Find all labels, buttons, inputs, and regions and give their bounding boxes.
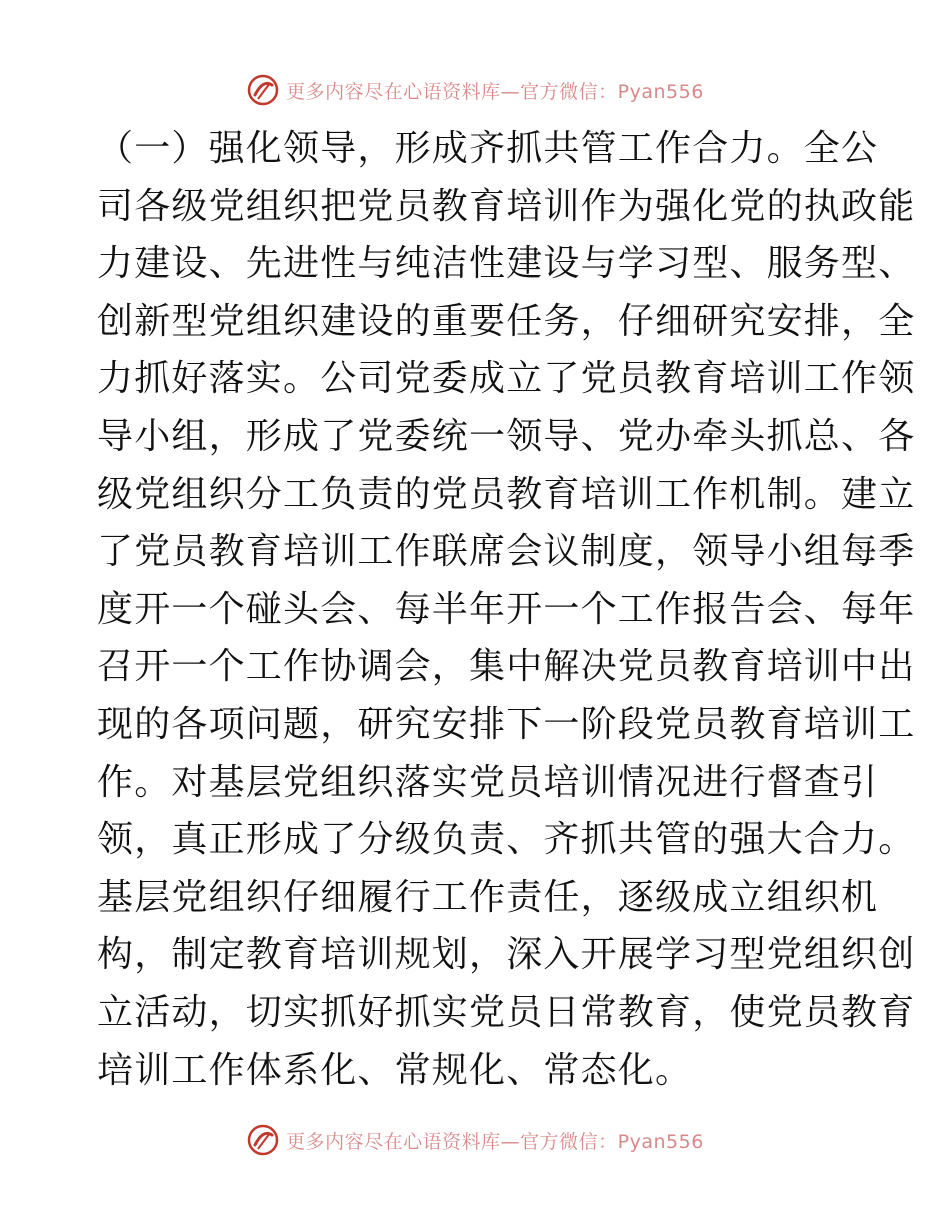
- body-line: 基层党组织仔细履行工作责任，逐级成立组织机: [97, 876, 879, 918]
- body-line: 力抓好落实。公司党委成立了党员教育培训工作领: [97, 358, 916, 400]
- header-banner: [0, 70, 950, 110]
- header-banner-text: 更多内容尽在心语资料库—官方微信：Pyan556: [286, 80, 704, 103]
- footer-banner-text: 更多内容尽在心语资料库—官方微信：Pyan556: [286, 1130, 704, 1153]
- footer-banner: [0, 1120, 950, 1160]
- brand-logo-icon: [246, 1123, 280, 1157]
- body-line: 立活动，切实抓好抓实党员日常教育，使党员教育: [97, 991, 916, 1033]
- body-line: 现的各项问题，研究安排下一阶段党员教育培训工: [97, 703, 916, 745]
- body-line: 了党员教育培训工作联席会议制度，领导小组每季: [97, 531, 916, 573]
- body-line: 培训工作体系化、常规化、常态化。: [97, 1049, 693, 1091]
- brand-logo-icon: [246, 73, 280, 107]
- body-line: 力建设、先进性与纯洁性建设与学习型、服务型、: [97, 243, 916, 285]
- body-line: 构，制定教育培训规划，深入开展学习型党组织创: [97, 934, 916, 976]
- body-line: 作。对基层党组织落实党员培训情况进行督查引: [97, 761, 879, 803]
- body-line: 司各级党组织把党员教育培训作为强化党的执政能: [97, 185, 916, 227]
- document-body: [97, 120, 916, 1099]
- body-line: （一）强化领导，形成齐抓共管工作合力。全公: [97, 128, 879, 169]
- body-line: 创新型党组织建设的重要任务，仔细研究安排，全: [97, 300, 916, 342]
- body-line: 导小组，形成了党委统一领导、党办牵头抓总、各: [97, 415, 916, 457]
- body-line: 领，真正形成了分级负责、齐抓共管的强大合力。: [97, 819, 916, 861]
- body-line: 召开一个工作协调会，集中解决党员教育培训中出: [97, 646, 916, 688]
- body-line: 度开一个碰头会、每半年开一个工作报告会、每年: [97, 588, 916, 630]
- body-line: 级党组织分工负责的党员教育培训工作机制。建立: [97, 473, 916, 515]
